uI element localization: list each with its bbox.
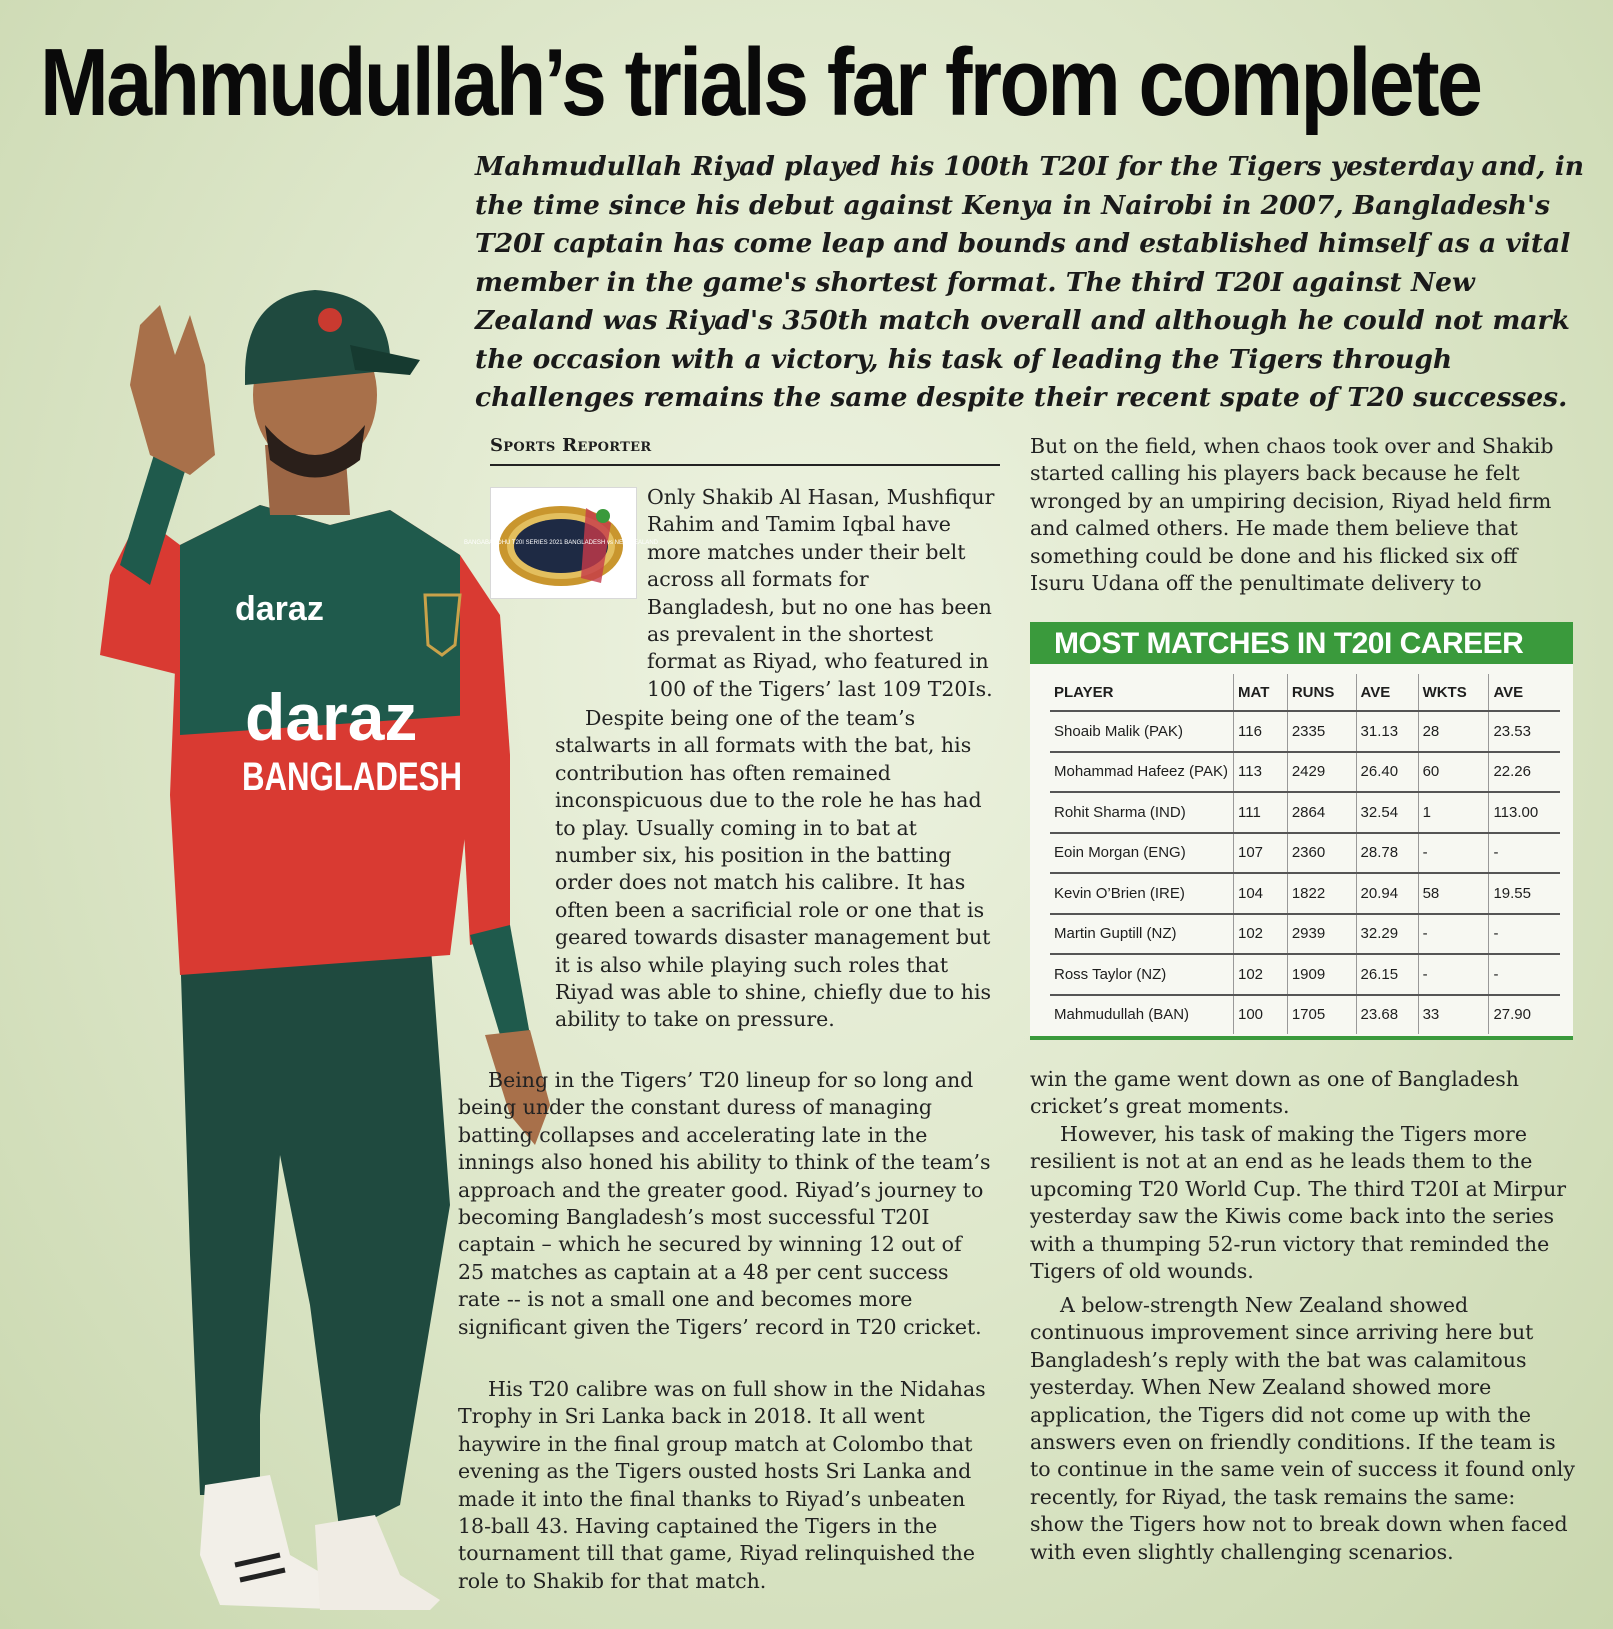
paragraph-4: His T20 calibre was on full show in the Nidahas Trophy in Sri Lanka back in 2018. It all went haywire in the final group match at Colombo that evening as the Tigers ousted hosts Sri Lanka and made it into the final thanks to Riyad’s unbeaten 18-ball 43. Having captained the Tigers in the tournament till that game, Riyad relinquished the role to Shakib for that match. bbox=[458, 1377, 986, 1593]
table-row bbox=[1050, 995, 1560, 1035]
series-logo bbox=[464, 487, 658, 599]
header-bowl-ave: AVE bbox=[1489, 674, 1560, 711]
stats-table bbox=[1050, 674, 1560, 1034]
cell-mat: 102 bbox=[1234, 954, 1288, 995]
paragraph-1: Only Shakib Al Hasan, Mushfiqur Rahim and Tamim Iqbal have more matches under their belt across all formats for Bangladesh, but no one has been as prevalent in the shortest format as Riyad, who featured in 100 of the Tigers’ last 109 T20Is. bbox=[647, 485, 995, 701]
table-row bbox=[1050, 711, 1560, 752]
cell-runs: 2429 bbox=[1287, 752, 1356, 793]
cell-bat-ave: 26.40 bbox=[1356, 752, 1418, 793]
cell-bowl-ave: 22.26 bbox=[1489, 752, 1560, 793]
cell-player: Martin Guptill (NZ) bbox=[1050, 914, 1234, 955]
cell-bat-ave: 31.13 bbox=[1356, 711, 1418, 752]
cell-mat: 102 bbox=[1234, 914, 1288, 955]
table-row bbox=[1050, 833, 1560, 874]
cell-player: Ross Taylor (NZ) bbox=[1050, 954, 1234, 995]
table-row bbox=[1050, 873, 1560, 914]
cell-mat: 100 bbox=[1234, 995, 1288, 1035]
cell-runs: 1909 bbox=[1287, 954, 1356, 995]
cell-player: Mahmudullah (BAN) bbox=[1050, 995, 1234, 1035]
paragraph-6: win the game went down as one of Bangladesh cricket’s great moments. bbox=[1030, 1067, 1519, 1119]
cell-bat-ave: 32.29 bbox=[1356, 914, 1418, 955]
byline: Sports Reporter bbox=[490, 435, 1000, 466]
cell-wkts: - bbox=[1418, 954, 1489, 995]
stats-table-header-row bbox=[1050, 674, 1560, 711]
cell-runs: 2360 bbox=[1287, 833, 1356, 874]
cell-runs: 1705 bbox=[1287, 995, 1356, 1035]
cell-bowl-ave: 113.00 bbox=[1489, 792, 1560, 833]
table-row bbox=[1050, 792, 1560, 833]
cell-mat: 107 bbox=[1234, 833, 1288, 874]
paragraph-2: Despite being one of the team’s stalwarts in all formats with the bat, his contribution has often remained inconspicuous due to the role he has had to play. Usually coming in to bat at number six, his position in the batting order does not match his calibre. It has often been a sacrificial role or one that is geared towards disaster management but it is also while playing such roles that Riyad was able to shine, chiefly due to his ability to take on pressure. bbox=[555, 706, 992, 1032]
cell-runs: 2864 bbox=[1287, 792, 1356, 833]
stats-table-title: MOST MATCHES IN T20I CAREER bbox=[1030, 622, 1573, 664]
cell-wkts: 58 bbox=[1418, 873, 1489, 914]
cell-bat-ave: 32.54 bbox=[1356, 792, 1418, 833]
cell-wkts: - bbox=[1418, 914, 1489, 955]
header-wkts: WKTS bbox=[1418, 674, 1489, 711]
table-row bbox=[1050, 914, 1560, 955]
cell-wkts: 60 bbox=[1418, 752, 1489, 793]
paragraph-3: Being in the Tigers’ T20 lineup for so long and being under the constant duress of managing batting collapses and accelerating late in the innings also honed his ability to think of the team’s approach and the greater good. Riyad’s journey to becoming Bangladesh’s most successful T20I captain – which he secured by winning 12 out of 25 matches as captain at a 48 per cent success rate -- is not a small one and becomes more significant given the Tigers’ record in T20 cricket. bbox=[458, 1068, 991, 1339]
cell-mat: 113 bbox=[1234, 752, 1288, 793]
cell-wkts: 1 bbox=[1418, 792, 1489, 833]
cell-bowl-ave: - bbox=[1489, 833, 1560, 874]
cell-wkts: 33 bbox=[1418, 995, 1489, 1035]
paragraph-5: But on the field, when chaos took over and Shakib started calling his players back because he felt wronged by an umpiring decision, Riyad held firm and calmed others. He made them believe that something could be done and his flicked six off Isuru Udana off the penultimate delivery to bbox=[1030, 434, 1554, 596]
header-runs: RUNS bbox=[1287, 674, 1356, 711]
intro-standfirst: Mahmudullah Riyad played his 100th T20I for the Tigers yesterday and, in the time since his debut against Kenya in Nairobi in 2007, Bangladesh's T20I captain has come leap and bounds and established himself as a vital member in the game's shortest format. The third T20I against New Zealand was Riyad's 350th match overall and although he could not mark the occasion with a victory, his task of leading the Tigers through challenges remains the same despite their recent spate of T20 successes. bbox=[475, 151, 1585, 413]
jersey-team-name: BANGLADESH bbox=[242, 755, 462, 799]
cell-wkts: - bbox=[1418, 833, 1489, 874]
cell-player: Kevin O’Brien (IRE) bbox=[1050, 873, 1234, 914]
cell-player: Shoaib Malik (PAK) bbox=[1050, 711, 1234, 752]
cell-mat: 111 bbox=[1234, 792, 1288, 833]
stats-table-box bbox=[1030, 622, 1573, 1040]
cell-bat-ave: 23.68 bbox=[1356, 995, 1418, 1035]
cell-bat-ave: 26.15 bbox=[1356, 954, 1418, 995]
cell-bowl-ave: 23.53 bbox=[1489, 711, 1560, 752]
header-bat-ave: AVE bbox=[1356, 674, 1418, 711]
cell-wkts: 28 bbox=[1418, 711, 1489, 752]
paragraph-8: A below-strength New Zealand showed continuous improvement since arriving here but Bangladesh’s reply with the bat was calamitous yesterday. When New Zealand showed more application, the Tigers did not come up with the answers even on friendly conditions. If the team is to continue in the same vein of success it found only recently, for Riyad, the task remains the same: show the Tigers how not to break down when faced with even slightly challenging scenarios. bbox=[1030, 1293, 1575, 1564]
cell-bat-ave: 20.94 bbox=[1356, 873, 1418, 914]
cell-bowl-ave: - bbox=[1489, 954, 1560, 995]
header-mat: MAT bbox=[1234, 674, 1288, 711]
table-row bbox=[1050, 752, 1560, 793]
cell-bat-ave: 28.78 bbox=[1356, 833, 1418, 874]
cell-runs: 1822 bbox=[1287, 873, 1356, 914]
cell-mat: 104 bbox=[1234, 873, 1288, 914]
cell-mat: 116 bbox=[1234, 711, 1288, 752]
cell-runs: 2335 bbox=[1287, 711, 1356, 752]
headline: Mahmudullah’s trials far from complete bbox=[40, 29, 1481, 136]
cell-bowl-ave: 27.90 bbox=[1489, 995, 1560, 1035]
cell-bowl-ave: 19.55 bbox=[1489, 873, 1560, 914]
jersey-sponsor-large: daraz bbox=[245, 680, 418, 754]
paragraph-7: However, his task of making the Tigers more resilient is not at an end as he leads them to the upcoming T20 World Cup. The third T20I at Mirpur yesterday saw the Kiwis come back into the series with a thumping 52-run victory that reminded the Tigers of old wounds. bbox=[1030, 1122, 1567, 1284]
cell-player: Eoin Morgan (ENG) bbox=[1050, 833, 1234, 874]
cell-player: Mohammad Hafeez (PAK) bbox=[1050, 752, 1234, 793]
cell-bowl-ave: - bbox=[1489, 914, 1560, 955]
cell-runs: 2939 bbox=[1287, 914, 1356, 955]
cell-player: Rohit Sharma (IND) bbox=[1050, 792, 1234, 833]
header-player: PLAYER bbox=[1054, 683, 1114, 701]
series-logo-text: BANGABANDHU T20I SERIES 2021 BANGLADESH vs NEW ZEALAND bbox=[464, 540, 658, 546]
jersey-sponsor-small: daraz bbox=[235, 590, 324, 628]
series-logo-emblem bbox=[464, 488, 658, 598]
table-row bbox=[1050, 954, 1560, 995]
